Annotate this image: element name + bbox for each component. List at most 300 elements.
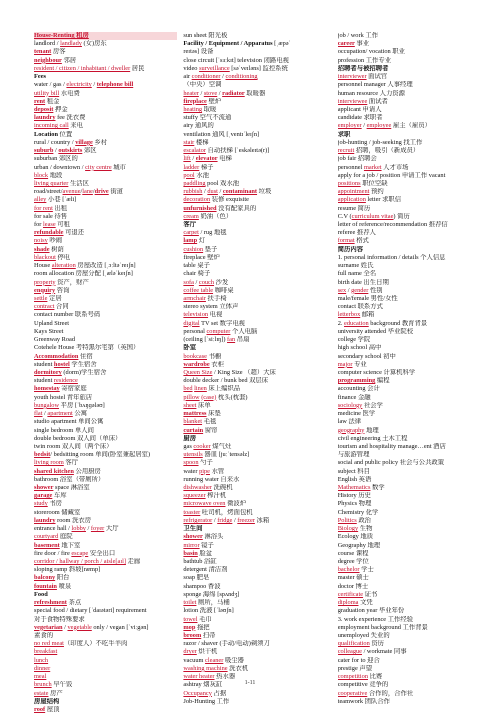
vocab-line bbox=[34, 583, 177, 591]
vocab-text: 树荫 bbox=[49, 245, 64, 253]
vocab-text: positions bbox=[337, 179, 361, 187]
vocab-text: courtyard bbox=[34, 533, 59, 541]
vocab-text: 吐司机，烤面包机 bbox=[200, 508, 253, 516]
vocab-text: outskirts bbox=[58, 147, 83, 155]
vocab-line bbox=[183, 525, 331, 533]
vocab-text: for sale 待售 bbox=[34, 212, 68, 220]
vocab-line bbox=[338, 320, 486, 328]
vocab-text: 热水器 bbox=[214, 673, 236, 681]
vocab-line bbox=[183, 517, 331, 525]
vocab-text: medicine 医学 bbox=[337, 410, 376, 418]
vocab-line bbox=[34, 500, 177, 508]
vocab-line bbox=[183, 32, 331, 40]
vocab-text: History 历史 bbox=[337, 492, 371, 500]
vocab-text: job fair 招聘会 bbox=[337, 155, 377, 163]
vocab-text: fireplace bbox=[183, 97, 207, 105]
vocab-text: 卫生间 bbox=[183, 525, 203, 533]
vocab-line bbox=[338, 106, 486, 114]
vocab-text: / bbox=[53, 147, 59, 155]
vocab-text: 预约 bbox=[369, 188, 384, 196]
vocab-line bbox=[183, 40, 331, 48]
vocab-text: 公寓 bbox=[72, 410, 88, 418]
vocab-text: secondary school 初中 bbox=[337, 352, 396, 360]
vocab-line bbox=[34, 509, 177, 517]
vocab-text: 比赛 bbox=[368, 673, 383, 681]
vocab-text: contact number 联系号码 bbox=[34, 311, 101, 319]
vocab-text: mop bbox=[183, 623, 196, 631]
vocab-text: entrance hall / bbox=[34, 525, 72, 533]
vocab-text: breakfast bbox=[34, 648, 58, 656]
vocab-line bbox=[338, 303, 486, 311]
vocab-text: letter of reference/recommendation 推荐信 bbox=[337, 221, 448, 229]
vocab-text: fountain bbox=[34, 582, 57, 590]
vocab-line bbox=[183, 328, 331, 336]
vocab-line bbox=[338, 394, 486, 402]
vocab-text: 淋浴头 bbox=[202, 533, 224, 541]
vocab-text: gender bbox=[351, 286, 369, 294]
vocab-text: brunch bbox=[34, 681, 52, 689]
vocab-text: human resource 人力资源 bbox=[337, 89, 405, 97]
vocab-line bbox=[34, 435, 177, 443]
vocab-line bbox=[338, 32, 486, 40]
vocab-text: (dorm)学生宿舍 bbox=[61, 368, 107, 376]
vocab-line bbox=[338, 607, 486, 615]
vocab-text: / bbox=[62, 623, 68, 631]
vocab-text: conditioning bbox=[225, 73, 258, 81]
vocab-text: 取暖 bbox=[202, 105, 217, 113]
vocab-text: 装修 exquisite bbox=[210, 196, 249, 204]
vocab-line bbox=[34, 328, 177, 336]
vocab-text: dormitory bbox=[34, 368, 62, 376]
vocab-text: letter 求职信 bbox=[365, 196, 402, 204]
vocab-text: shared kitchen bbox=[34, 467, 74, 475]
vocab-line bbox=[183, 196, 331, 204]
vocab-text: resident / citizen / inhabitant / dweller bbox=[34, 64, 131, 72]
vocab-text: suburban 郊区的 bbox=[34, 155, 78, 163]
vocab-text: 微波炉 bbox=[225, 500, 247, 508]
vocab-text: 求职 bbox=[337, 130, 351, 138]
vocab-line bbox=[183, 213, 331, 221]
vocab-text: study bbox=[34, 500, 48, 508]
vocab-line bbox=[338, 525, 486, 533]
vocab-line bbox=[34, 591, 177, 599]
vocab-line bbox=[183, 180, 331, 188]
vocab-line bbox=[34, 427, 177, 435]
vocab-text: pool bbox=[183, 171, 195, 179]
vocab-line bbox=[338, 164, 486, 172]
vocab-line bbox=[338, 147, 486, 155]
vocab-text: elevator bbox=[195, 155, 218, 163]
vocab-line bbox=[34, 533, 177, 541]
vocab-text: 地理 bbox=[364, 426, 379, 434]
vocab-text: detergent 清洁剂 bbox=[183, 566, 228, 574]
vocab-line bbox=[183, 353, 331, 361]
vocab-text: letterbox bbox=[337, 311, 361, 319]
vocab-line bbox=[34, 73, 177, 81]
vocab-text: / rug 地毯 bbox=[198, 229, 227, 237]
vocab-text: room allocation 房屋分配 [ˌæləˈkeɪʃn] bbox=[34, 270, 133, 278]
vocab-line bbox=[183, 435, 331, 443]
vocab-line bbox=[338, 279, 486, 287]
vocab-text: personnel bbox=[337, 163, 364, 171]
vocab-text: 2. bbox=[337, 319, 345, 327]
vocab-text: bungalow bbox=[34, 401, 60, 409]
vocab-line bbox=[338, 295, 486, 303]
vocab-text: programming bbox=[337, 377, 376, 385]
vocab-line bbox=[183, 98, 331, 106]
vocab-text: personnel manager 人事经理 bbox=[337, 81, 413, 89]
vocab-line bbox=[34, 48, 177, 56]
vocab-line bbox=[338, 435, 486, 443]
vocab-text: Food bbox=[34, 590, 48, 598]
vocab-text: [səˈveɪləns] 监控系统 bbox=[229, 64, 288, 72]
vocab-text: background 教育背景 bbox=[368, 319, 428, 327]
vocab-text: / bbox=[190, 155, 196, 163]
vocab-text: 厨房 bbox=[183, 434, 197, 442]
vocab-text: freezer bbox=[237, 516, 255, 524]
vocab-text: sociology bbox=[337, 401, 363, 409]
vocab-line bbox=[34, 698, 177, 706]
vocab-text: occupation/ vocation 职业 bbox=[337, 48, 405, 56]
vocab-line bbox=[338, 114, 486, 122]
vocab-line bbox=[34, 394, 177, 402]
vocab-text: balcony bbox=[34, 574, 56, 582]
vocab-text: conditioner bbox=[191, 73, 221, 81]
vocab-text: 吵闹 bbox=[47, 237, 63, 245]
vocab-line bbox=[183, 270, 331, 278]
vocab-text: 邻居 bbox=[61, 56, 77, 64]
vocab-line bbox=[34, 40, 177, 48]
vocab-text: broom bbox=[183, 631, 202, 639]
vocab-text: bathtub 浴缸 bbox=[183, 558, 217, 565]
vocab-line bbox=[338, 73, 486, 81]
vocab-text: drive bbox=[94, 188, 109, 196]
vocab-text: block bbox=[34, 171, 49, 179]
vocab-text: armchair bbox=[183, 295, 206, 302]
vocab-line bbox=[183, 574, 331, 582]
vocab-text: deposit bbox=[34, 105, 54, 113]
vocab-text: appointment bbox=[337, 188, 370, 196]
vocab-text: 毛毯 bbox=[202, 418, 217, 426]
vocab-text: （印度人）不吃牛羊肉 bbox=[63, 640, 128, 648]
vocab-text: 煤气灶 bbox=[210, 442, 232, 450]
vocab-text: candidate 求职者 bbox=[337, 114, 383, 122]
vocab-line bbox=[34, 279, 177, 287]
vocab-text: 个人电脑 bbox=[230, 327, 258, 335]
vocab-line bbox=[338, 418, 486, 426]
vocab-text: 洗碗机 bbox=[211, 484, 233, 492]
vocab-line bbox=[183, 303, 331, 311]
vocab-text: mirror bbox=[183, 541, 200, 549]
vocab-text: blackout bbox=[34, 253, 56, 261]
vocab-text: basin bbox=[183, 549, 198, 557]
vocab-text: ventilation 通风 [ˌventɪˈleɪʃn] bbox=[183, 130, 260, 138]
vocab-line bbox=[34, 418, 177, 426]
vocab-line bbox=[34, 640, 177, 648]
vocab-line bbox=[34, 147, 177, 155]
vocab-text: 押金 bbox=[53, 105, 68, 113]
vocab-line bbox=[183, 591, 331, 599]
vocab-text: carpet bbox=[183, 229, 199, 237]
vocab-text: 楼梯 bbox=[194, 138, 209, 146]
vocab-line bbox=[338, 690, 486, 698]
vocab-text: youth hostel 青年旅店 bbox=[34, 393, 93, 401]
vocab-text: 客厅 bbox=[183, 221, 197, 229]
vocab-text: 电梯 bbox=[217, 155, 232, 163]
vocab-text: 生活区 bbox=[68, 179, 89, 187]
vocab-text: 茶点 bbox=[66, 599, 82, 607]
vocab-text: ) 简历 bbox=[393, 212, 410, 220]
vocab-text: 没有配家具的 bbox=[216, 204, 257, 212]
vocab-text: 数学 bbox=[370, 484, 385, 492]
vocab-line bbox=[183, 451, 331, 459]
vocab-text: 衣柜 bbox=[209, 360, 224, 368]
vocab-line bbox=[183, 147, 331, 155]
vocab-line bbox=[34, 295, 177, 303]
vocab-line bbox=[338, 98, 486, 106]
vocab-line bbox=[34, 287, 177, 295]
vocab-line bbox=[183, 427, 331, 435]
vocab-text: 早午饭 bbox=[51, 681, 73, 689]
vocab-line bbox=[34, 221, 177, 229]
vocab-line bbox=[338, 65, 486, 73]
vocab-text: cleaner bbox=[205, 656, 224, 664]
vocab-text: 来电 bbox=[68, 122, 83, 130]
vocab-line bbox=[338, 476, 486, 484]
vocab-text: 停电 bbox=[55, 253, 71, 261]
vocab-text: TV set 数字电视 bbox=[199, 319, 246, 327]
vocab-text: / bedsitting room 单间(卧室兼起居室) bbox=[50, 451, 151, 459]
vocab-line bbox=[183, 246, 331, 254]
vocab-line bbox=[338, 196, 486, 204]
vocab-text: vegetable bbox=[67, 623, 92, 631]
vocab-line bbox=[183, 287, 331, 295]
vocab-line bbox=[34, 657, 177, 665]
vocab-text: 咨询 bbox=[55, 286, 70, 294]
vocab-line bbox=[183, 57, 331, 65]
vocab-text: sloping ramp 斜坡[ræmp] bbox=[34, 566, 101, 574]
vocab-text: 可退还 bbox=[63, 229, 85, 237]
vocab-line bbox=[34, 566, 177, 574]
vocab-text: landlady bbox=[60, 40, 82, 48]
vocab-line bbox=[338, 155, 486, 163]
vocab-line bbox=[338, 172, 486, 180]
vocab-text: curriculum vitae bbox=[351, 212, 394, 220]
vocab-line bbox=[34, 517, 177, 525]
vocab-text: prestige 声望 bbox=[337, 664, 373, 672]
vocab-line bbox=[183, 468, 331, 476]
vocab-line bbox=[338, 122, 486, 130]
vocab-text: storeroom 储藏室 bbox=[34, 508, 81, 516]
vocab-line bbox=[183, 139, 331, 147]
vocab-text: electricity bbox=[66, 81, 92, 89]
vocab-line bbox=[34, 607, 177, 615]
vocab-text: House-Renting 租房 bbox=[34, 32, 89, 39]
vocab-text: stove bbox=[203, 89, 218, 97]
vocab-line bbox=[183, 377, 331, 385]
vocab-text: 定居 bbox=[47, 295, 62, 302]
vocab-text: law 法律 bbox=[337, 418, 362, 426]
vocab-text: toilet bbox=[183, 599, 197, 607]
vocab-line bbox=[338, 459, 486, 467]
vocab-text: 灯 bbox=[197, 237, 206, 245]
vocab-text: twin room 双人间（两个床） bbox=[34, 442, 113, 450]
vocab-text: fireplace 壁炉 bbox=[183, 253, 220, 261]
vocab-line bbox=[338, 500, 486, 508]
vocab-line bbox=[338, 410, 486, 418]
vocab-text: Cotehele House 考特黑尔宅第（英国） bbox=[34, 344, 140, 352]
vocab-text: foyer bbox=[90, 525, 105, 533]
vocab-line bbox=[34, 336, 177, 344]
vocab-text: water bbox=[183, 467, 200, 475]
vocab-text: city centre bbox=[85, 163, 112, 171]
vocab-text: towel bbox=[183, 615, 198, 623]
vocab-text: cooperative bbox=[337, 689, 368, 697]
vocab-text: double bedroom 双人间（单床） bbox=[34, 434, 122, 442]
vocab-text: competition bbox=[337, 673, 368, 681]
vocab-text: 社会学 bbox=[362, 401, 383, 409]
vocab-text: dishwasher bbox=[183, 484, 212, 492]
vocab-text: doctor 博士 bbox=[337, 582, 369, 590]
vocab-text: student bbox=[34, 377, 54, 385]
vocab-line bbox=[34, 311, 177, 319]
vocab-text: 房屋改造 [ˌɔːltəˈreɪʃn] bbox=[75, 262, 136, 270]
vocab-line bbox=[34, 106, 177, 114]
vocab-text: 垫子 bbox=[203, 245, 218, 253]
vocab-line bbox=[34, 402, 177, 410]
vocab-text: 租金 bbox=[45, 97, 60, 105]
vocab-text: 客厅 bbox=[63, 459, 79, 467]
vocab-text: stair bbox=[183, 138, 195, 146]
vocab-line bbox=[34, 139, 177, 147]
vocab-text: cushion bbox=[183, 245, 204, 253]
vocab-text: single bedroom 单人间 bbox=[34, 426, 94, 434]
vocab-line bbox=[338, 657, 486, 665]
vocab-text: fridge bbox=[217, 516, 233, 524]
vocab-line bbox=[338, 665, 486, 673]
vocab-line bbox=[183, 254, 331, 262]
vocab-text: 格式 bbox=[354, 237, 369, 245]
vocab-text: avenue bbox=[62, 188, 81, 196]
vocab-text: [ˌæpəˈ bbox=[272, 40, 291, 48]
vocab-text: 3. work experience 工作经验 bbox=[337, 615, 414, 623]
vocab-text: telephone bill bbox=[96, 81, 134, 89]
vocab-text: 扫帚 bbox=[201, 631, 216, 639]
vocab-text: property bbox=[34, 278, 56, 286]
vocab-line bbox=[338, 270, 486, 278]
vocab-text: / bbox=[202, 188, 208, 196]
vocab-text: hostel bbox=[53, 360, 70, 368]
vocab-line bbox=[183, 607, 331, 615]
vocab-line bbox=[34, 377, 177, 385]
vocab-text: curtain bbox=[183, 426, 204, 434]
vocab-text: degree 学位 bbox=[337, 558, 369, 565]
vocab-line bbox=[34, 706, 177, 714]
vocab-line bbox=[183, 624, 331, 632]
vocab-line bbox=[34, 665, 177, 673]
vocab-text: / bbox=[361, 122, 367, 130]
vocab-line bbox=[34, 459, 177, 467]
vocab-text: 吊扇 bbox=[235, 336, 250, 344]
vocab-line bbox=[338, 287, 486, 295]
vocab-line bbox=[183, 385, 331, 393]
vocab-line bbox=[183, 550, 331, 558]
vocab-line bbox=[338, 221, 486, 229]
vocab-line bbox=[338, 591, 486, 599]
vocab-line bbox=[34, 205, 177, 213]
vocab-text: 人才市场 bbox=[381, 163, 409, 171]
vocab-line bbox=[338, 139, 486, 147]
vocab-text: 占据 bbox=[211, 689, 227, 697]
vocab-text: 榨汁机 bbox=[205, 492, 227, 500]
vocab-text: 床单 bbox=[196, 401, 211, 409]
vocab-text: 器皿 [juːˈtensəlz] bbox=[202, 451, 250, 459]
vocab-text: 厕所，马桶 bbox=[196, 599, 230, 607]
vocab-text: / bbox=[198, 89, 204, 97]
vocab-line bbox=[338, 451, 486, 459]
vocab-text: House bbox=[34, 262, 52, 270]
vocab-line bbox=[183, 122, 331, 130]
vocab-line bbox=[34, 65, 177, 73]
vocab-text: 梯子 bbox=[199, 163, 214, 171]
vocab-line bbox=[183, 599, 331, 607]
vocab-text: lunch bbox=[34, 656, 49, 664]
vocab-text: finance 金融 bbox=[337, 393, 371, 401]
vocab-text: Facility / Equipment / Apparatus bbox=[183, 40, 273, 48]
vocab-text: no red meat bbox=[34, 640, 64, 648]
vocab-text: 烘干机 bbox=[196, 648, 218, 656]
vocab-text: Upland Street bbox=[34, 319, 70, 327]
vocab-line bbox=[34, 90, 177, 98]
vocab-text: applicant 申请人 bbox=[337, 105, 382, 113]
vocab-text: settle bbox=[34, 295, 48, 302]
vocab-text: 扶手椅 bbox=[205, 295, 227, 302]
vocab-text: 取暖器 bbox=[244, 89, 266, 97]
vocab-text: 安全出口 bbox=[88, 549, 116, 557]
vocab-line bbox=[338, 229, 486, 237]
vocab-text: / bbox=[346, 286, 352, 294]
vocab-line bbox=[34, 542, 177, 550]
vocab-text: 水电费 bbox=[59, 89, 80, 97]
vocab-text: ashtray 烟灰缸 bbox=[183, 681, 223, 689]
vocab-text: tourism and hospitality manage…ent 酒店 bbox=[337, 442, 446, 450]
vocab-text: space 淋浴室 bbox=[53, 484, 90, 492]
vocab-text: 事业 bbox=[354, 40, 370, 48]
vocab-text: apartment bbox=[47, 410, 73, 418]
vocab-text: rubbish bbox=[183, 188, 203, 196]
vocab-text: male/female 男性/女性 bbox=[337, 295, 398, 302]
vocab-line bbox=[338, 517, 486, 525]
page-number: 1-11 bbox=[244, 680, 256, 686]
vocab-line bbox=[183, 566, 331, 574]
vocab-text: enquiry bbox=[34, 286, 56, 294]
vocab-line bbox=[338, 311, 486, 319]
vocab-text: shower bbox=[183, 533, 203, 541]
vocab-line bbox=[183, 476, 331, 484]
vocab-line bbox=[338, 188, 486, 196]
vocab-text: 资历 bbox=[369, 640, 385, 648]
vocab-text: 阳台 bbox=[55, 574, 70, 582]
vocab-text: mattress bbox=[183, 410, 207, 418]
vocab-text: university attended 毕业院校 bbox=[337, 327, 414, 335]
vocab-line bbox=[183, 410, 331, 418]
vocab-line bbox=[183, 262, 331, 270]
vocab-text: running water 自来水 bbox=[183, 475, 240, 483]
vocab-text: 大厅 bbox=[104, 525, 119, 533]
vocab-line bbox=[34, 81, 177, 89]
vocab-line bbox=[183, 48, 331, 56]
vocab-line bbox=[338, 402, 486, 410]
